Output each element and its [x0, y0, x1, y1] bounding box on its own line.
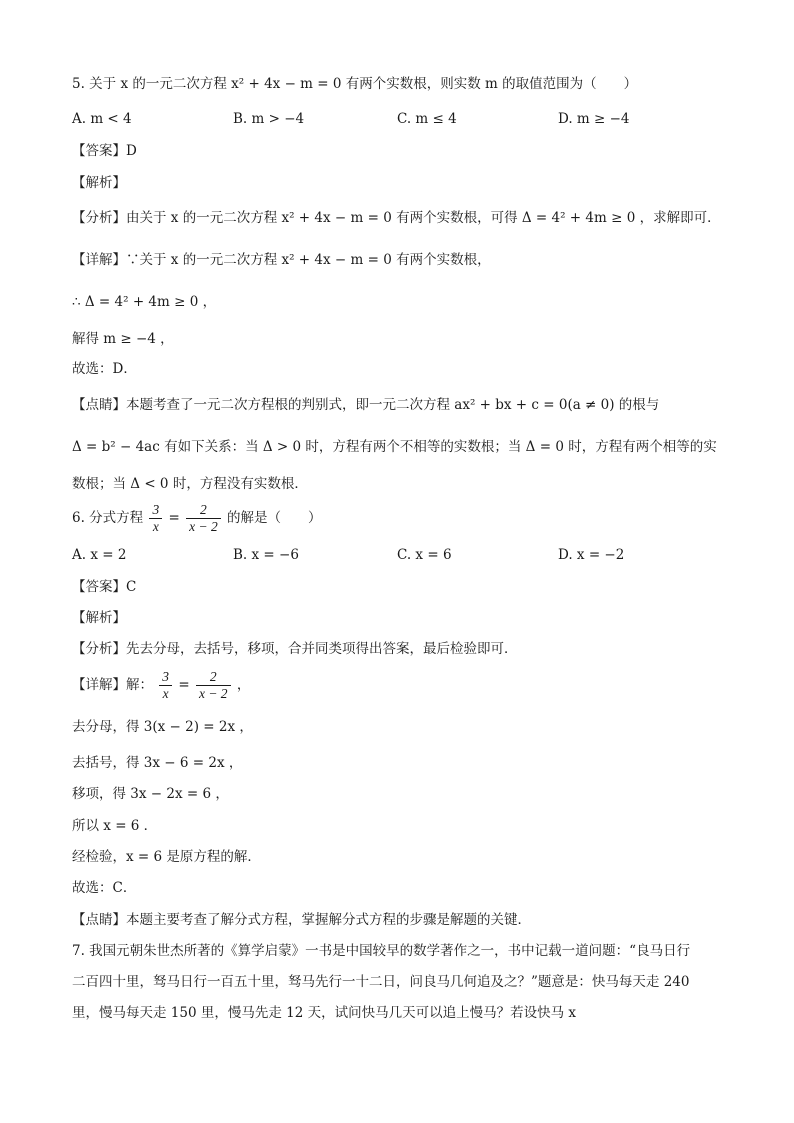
q6-fraction-left-den: x — [149, 518, 162, 535]
q6-fraction-right — [186, 502, 221, 535]
q5-dianjing-2: Δ = b² − 4ac 有如下关系：当 Δ > 0 时，方程有两个不相等的实数根；当 Δ = 0 时，方程有两个相等的实 — [72, 439, 717, 455]
q6-xiangjie-fraction-left — [159, 669, 172, 702]
q5-dianjing-3: 数根；当 Δ < 0 时，方程没有实数根． — [72, 476, 308, 492]
q5-option-b: B. m > −4 — [233, 111, 305, 127]
q5-option-a: A. m < 4 — [72, 111, 132, 127]
q6-equals: = — [168, 510, 180, 526]
q6-option-d: D. x = −2 — [558, 547, 625, 563]
q6-xiangjie-suffix: ， — [236, 677, 251, 693]
q5-step-2: 解得 m ≥ −4 ， — [72, 331, 174, 347]
q7-line-3: 里，慢马每天走 150 里，慢马先走 12 天，试问快马几天可以追上慢马？若设快马 x — [72, 1005, 577, 1021]
q6-fraction-left-num: 3 — [152, 502, 160, 517]
q6-stem-suffix: 的解是（ ） — [227, 510, 322, 526]
q6-xiangjie-fraction-left-den: x — [159, 685, 172, 702]
q6-fraction-left — [149, 502, 162, 535]
q6-option-a: A. x = 2 — [72, 547, 127, 563]
q6-xiangjie-fraction-right-num: 2 — [209, 669, 217, 684]
q5-stem: 5. 关于 x 的一元二次方程 x² + 4x − m = 0 有两个实数根，则实数 m 的取值范围为（ ） — [72, 76, 638, 92]
q6-fraction-right-den: x − 2 — [186, 518, 221, 535]
q5-dianjing-1: 【点睛】本题考查了一元二次方程根的判别式，即一元二次方程 ax² + bx + c = 0(a ≠ 0) 的根与 — [72, 397, 660, 413]
q5-option-d: D. m ≥ −4 — [558, 111, 630, 127]
q6-step-4: 所以 x = 6 ． — [72, 818, 158, 834]
q6-stem-prefix: 6. 分式方程 — [72, 510, 144, 526]
q6-step-5: 经检验，x = 6 是原方程的解． — [72, 849, 261, 865]
q6-xiangjie-fraction-right-den: x − 2 — [196, 685, 231, 702]
q5-step-3: 故选：D． — [72, 361, 137, 377]
q6-step-1: 去分母，得 3(x − 2) = 2x ， — [72, 719, 253, 735]
q5-xiangjie: 【详解】∵关于 x 的一元二次方程 x² + 4x − m = 0 有两个实数根， — [72, 252, 491, 268]
q6-option-c: C. x = 6 — [397, 547, 452, 563]
q5-jiexi-label: 【解析】 — [72, 175, 126, 191]
q5-step-1: ∴ Δ = 4² + 4m ≥ 0 ， — [72, 294, 217, 310]
q6-xiangjie — [72, 664, 250, 706]
q6-answer: 【答案】C — [72, 579, 137, 595]
q6-step-2: 去括号，得 3x − 6 = 2x ， — [72, 755, 243, 771]
q5-option-c: C. m ≤ 4 — [397, 111, 457, 127]
q6-step-6: 故选：C． — [72, 880, 137, 896]
q5-fenxi: 【分析】由关于 x 的一元二次方程 x² + 4x − m = 0 有两个实数根，可得 Δ = 4² + 4m ≥ 0 ，求解即可． — [72, 210, 721, 226]
q7-line-2: 二百四十里，驽马日行一百五十里，驽马先行一十二日，问良马几何追及之？”题意是：快马每天走 240 — [72, 974, 690, 990]
q5-answer: 【答案】D — [72, 143, 137, 159]
q6-option-b: B. x = −6 — [233, 547, 299, 563]
q6-jiexi-label: 【解析】 — [72, 610, 126, 626]
q6-fraction-right-num: 2 — [200, 502, 207, 517]
q6-dianjing: 【点睛】本题主要考查了解分式方程，掌握解分式方程的步骤是解题的关键． — [72, 912, 531, 928]
q6-step-3: 移项，得 3x − 2x = 6 ， — [72, 786, 229, 802]
q6-fenxi: 【分析】先去分母，去括号，移项，合并同类项得出答案，最后检验即可． — [72, 641, 518, 657]
q6-xiangjie-fraction-left-num: 3 — [162, 669, 170, 684]
q6-xiangjie-fraction-right — [196, 669, 231, 702]
q7-line-1: 7. 我国元朝朱世杰所著的《算学启蒙》一书是中国较早的数学著作之一，书中记载一道问题：“良马日行 — [72, 943, 691, 959]
q6-xiangjie-prefix: 【详解】解： — [72, 677, 153, 693]
q6-xiangjie-equals: = — [178, 677, 190, 693]
q6-stem — [72, 497, 322, 539]
